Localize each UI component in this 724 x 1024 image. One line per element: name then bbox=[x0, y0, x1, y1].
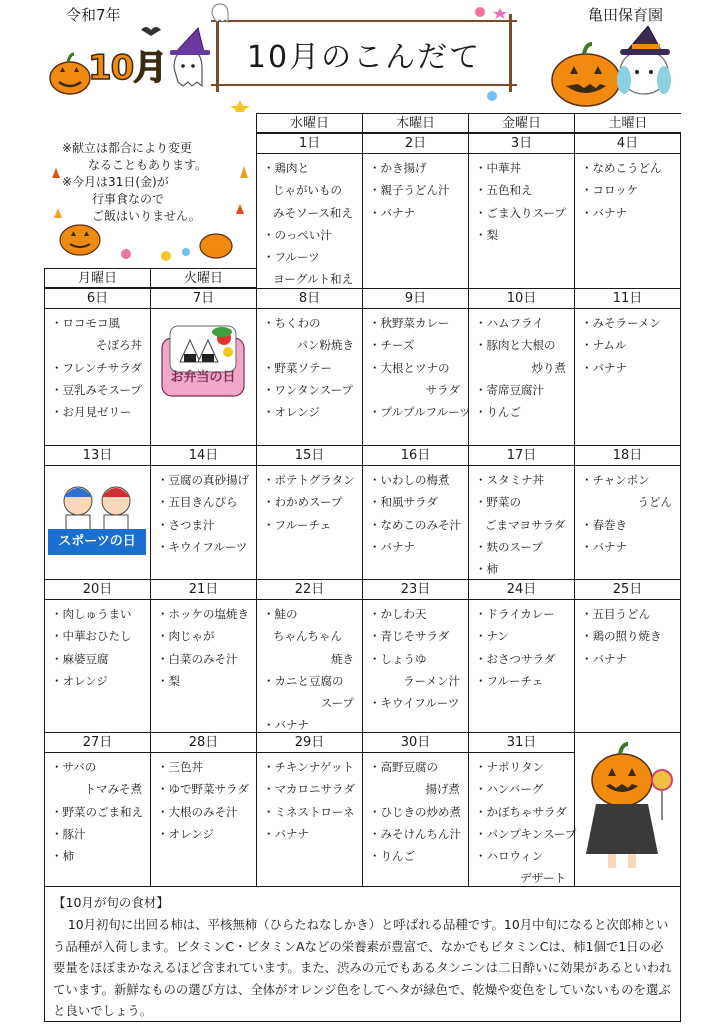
menu-cell bbox=[574, 288, 681, 445]
sports-kids-icon bbox=[48, 475, 146, 531]
menu-cell bbox=[256, 288, 362, 445]
cell-date: 20日 bbox=[45, 580, 150, 600]
menu-item: ・なめこのみそ汁 bbox=[369, 517, 461, 532]
era-label: 令和7年 bbox=[66, 6, 121, 24]
menu-cell bbox=[256, 133, 362, 288]
menu-item: ・五目うどん bbox=[581, 607, 650, 621]
menu-items bbox=[257, 600, 362, 737]
menu-item: ・チーズ bbox=[369, 338, 415, 353]
menu-items bbox=[363, 309, 471, 423]
menu-items bbox=[575, 466, 680, 558]
menu-item: ・ハムフライ bbox=[475, 316, 544, 330]
pumpkin-kid-icon bbox=[582, 740, 678, 880]
weekday-header-sat: 土曜日 bbox=[574, 113, 681, 133]
header-right-art bbox=[548, 26, 678, 110]
menu-item: みそソース和え bbox=[273, 205, 353, 220]
menu-items bbox=[575, 309, 680, 379]
menu-item: ・麸のスープ bbox=[475, 539, 543, 554]
menu-item: ・梨 bbox=[475, 227, 498, 242]
menu-item: サラダ bbox=[425, 382, 460, 397]
menu-item: ・バナナ bbox=[581, 360, 627, 375]
menu-cell bbox=[468, 732, 577, 886]
cell-date: 17日 bbox=[469, 446, 574, 466]
menu-item: ・バナナ bbox=[263, 718, 309, 733]
menu-item: ・ごま入りスープ bbox=[475, 205, 566, 220]
menu-item: ・のっぺい汁 bbox=[263, 227, 332, 242]
menu-item: ・野菜の bbox=[475, 495, 521, 510]
cell-date: 15日 bbox=[257, 446, 362, 466]
menu-item: ・白菜のみそ汁 bbox=[157, 651, 238, 666]
menu-cell bbox=[256, 732, 362, 886]
menu-item: ・ドライカレー bbox=[475, 607, 555, 621]
menu-items bbox=[257, 753, 362, 845]
cell-date: 16日 bbox=[363, 446, 468, 466]
cell-date: 11日 bbox=[575, 289, 680, 309]
menu-calendar bbox=[44, 113, 681, 886]
menu-item: ・みそラーメン bbox=[581, 316, 661, 330]
menu-items bbox=[363, 154, 468, 224]
menu-item: ・ちくわの bbox=[263, 316, 321, 330]
menu-items bbox=[363, 600, 468, 714]
menu-cell bbox=[44, 579, 150, 732]
cell-date: 8日 bbox=[257, 289, 362, 309]
menu-cell bbox=[256, 579, 362, 732]
cell-date: 4日 bbox=[575, 134, 680, 154]
menu-item: ・鶏肉と bbox=[263, 161, 309, 175]
weekday-header-mon: 月曜日 bbox=[44, 268, 150, 288]
menu-item: ・おさつサラダ bbox=[475, 651, 556, 666]
menu-item: ・オレンジ bbox=[263, 405, 320, 420]
menu-item: ・ナムル bbox=[581, 338, 627, 353]
menu-item: ・寄席豆腐汁 bbox=[475, 382, 544, 397]
menu-cell bbox=[44, 288, 150, 445]
menu-items bbox=[469, 753, 577, 890]
menu-item: ・なめこうどん bbox=[581, 161, 662, 175]
halloween-illustration bbox=[582, 740, 678, 880]
menu-items bbox=[45, 753, 150, 867]
note-line: なることもあります。 bbox=[88, 158, 208, 172]
title-decoration bbox=[200, 0, 530, 112]
cell-date: 30日 bbox=[363, 733, 468, 753]
seasonal-food-section bbox=[44, 886, 681, 1022]
bento-icon bbox=[156, 312, 250, 402]
menu-item: そぼろ丼 bbox=[96, 338, 142, 353]
menu-items bbox=[257, 466, 362, 536]
menu-items bbox=[575, 154, 680, 224]
menu-cell bbox=[150, 732, 256, 886]
menu-item: ・バナナ bbox=[581, 539, 627, 554]
cell-date: 31日 bbox=[469, 733, 574, 753]
menu-cell bbox=[574, 133, 681, 288]
menu-item: ・秋野菜カレー bbox=[369, 316, 450, 330]
school-name: 亀田保育園 bbox=[588, 6, 664, 24]
menu-items bbox=[45, 309, 150, 423]
menu-item: ・大根のみそ汁 bbox=[157, 804, 238, 819]
menu-item: ・りんご bbox=[369, 849, 415, 864]
menu-items bbox=[45, 466, 150, 469]
menu-item: 炒り煮 bbox=[531, 360, 566, 375]
menu-item: ・フルーチェ bbox=[475, 673, 544, 688]
sports-day-illustration bbox=[48, 475, 146, 565]
menu-item: ・みそけんちん汁 bbox=[369, 826, 461, 841]
month-badge: 10月 bbox=[88, 48, 167, 88]
menu-item: ・キウイフルーツ bbox=[157, 539, 248, 554]
menu-cell bbox=[362, 445, 468, 579]
menu-item: ・オレンジ bbox=[157, 826, 214, 841]
menu-cell bbox=[468, 288, 574, 445]
sports-day-label: スポーツの日 bbox=[48, 529, 146, 555]
cell-date: 24日 bbox=[469, 580, 574, 600]
witch-hat-icon bbox=[620, 26, 670, 55]
menu-item: スープ bbox=[320, 696, 354, 711]
cell-date: 13日 bbox=[45, 446, 150, 466]
menu-cell bbox=[468, 133, 574, 288]
menu-item: ・さつま汁 bbox=[157, 517, 215, 532]
menu-item: 揚げ煮 bbox=[425, 782, 460, 797]
menu-item: ・オレンジ bbox=[51, 673, 108, 688]
menu-items bbox=[469, 466, 574, 580]
cell-date: 28日 bbox=[151, 733, 256, 753]
menu-item: ・かぼちゃサラダ bbox=[475, 804, 567, 819]
menu-item: ・豚汁 bbox=[51, 826, 86, 841]
menu-item: ・サバの bbox=[51, 760, 97, 774]
menu-cell bbox=[362, 732, 468, 886]
menu-item: トマみそ煮 bbox=[84, 782, 142, 797]
menu-item: ・青じそサラダ bbox=[369, 629, 450, 644]
menu-item: ・コロッケ bbox=[581, 183, 639, 198]
menu-item: ・フルーツ bbox=[263, 250, 320, 265]
menu-items bbox=[469, 154, 574, 246]
menu-item: ・いわしの梅煮 bbox=[369, 473, 450, 487]
cell-date: 1日 bbox=[257, 134, 362, 154]
weekday-header-thu: 木曜日 bbox=[362, 113, 468, 133]
menu-items bbox=[469, 600, 574, 692]
menu-cell bbox=[468, 579, 574, 732]
menu-item: ・鶏の照り焼き bbox=[581, 629, 662, 644]
menu-item: デザート bbox=[520, 871, 566, 886]
menu-item: ・五目きんぴら bbox=[157, 495, 238, 510]
menu-item: ・野菜のごま和え bbox=[51, 804, 143, 819]
menu-item: パン粉焼き bbox=[296, 338, 354, 353]
menu-cell bbox=[362, 133, 468, 288]
menu-items bbox=[257, 154, 362, 291]
menu-item: ごまマヨサラダ bbox=[485, 517, 566, 532]
menu-item: ・親子うどん汁 bbox=[369, 183, 450, 198]
menu-cell bbox=[468, 445, 574, 579]
menu-item: ・キウイフルーツ bbox=[369, 696, 460, 711]
cell-date: 9日 bbox=[363, 289, 468, 309]
menu-item: ・ハンバーグ bbox=[475, 782, 544, 797]
menu-item: ・豆腐の真砂揚げ bbox=[157, 473, 249, 487]
menu-item: ・かしわ天 bbox=[369, 607, 427, 621]
weekday-header-tue: 火曜日 bbox=[150, 268, 256, 288]
menu-item: ・梨 bbox=[157, 673, 180, 688]
menu-item: ・お月見ゼリー bbox=[51, 405, 132, 420]
menu-items bbox=[151, 753, 256, 845]
weekday-header-wed: 水曜日 bbox=[256, 113, 362, 133]
menu-item: ・ハロウィン bbox=[475, 849, 544, 864]
menu-item: ・豚肉と大根の bbox=[475, 338, 556, 353]
cell-date: 10日 bbox=[469, 289, 574, 309]
menu-items bbox=[575, 600, 680, 670]
menu-item: ・大根とツナの bbox=[369, 360, 450, 375]
menu-items bbox=[45, 600, 150, 692]
menu-item: ・ワンタンスープ bbox=[263, 382, 354, 397]
menu-item: ・フルーチェ bbox=[263, 517, 332, 532]
menu-item: ・春巻き bbox=[581, 517, 627, 532]
menu-items bbox=[151, 600, 256, 692]
menu-item: ・肉しゅうまい bbox=[51, 607, 132, 621]
bat-icon bbox=[141, 27, 161, 36]
menu-items bbox=[151, 466, 256, 558]
ghost-icon bbox=[212, 4, 228, 22]
cell-date: 27日 bbox=[45, 733, 150, 753]
note-line: 行事食なので bbox=[92, 192, 165, 206]
menu-item: ・マカロニサラダ bbox=[263, 782, 355, 797]
menu-item: ・パンプキンスープ bbox=[475, 826, 577, 841]
menu-item: ・ポテトグラタン bbox=[263, 473, 355, 487]
menu-items bbox=[469, 309, 574, 423]
bento-illustration bbox=[156, 312, 250, 432]
menu-item: ・バナナ bbox=[581, 651, 627, 666]
menu-item: ・野菜ソテー bbox=[263, 360, 332, 375]
menu-cell bbox=[256, 445, 362, 579]
cell-date: 6日 bbox=[45, 289, 150, 309]
menu-item: じゃがいもの bbox=[273, 183, 342, 198]
menu-item: 焼き bbox=[331, 651, 354, 666]
cell-date: 2日 bbox=[363, 134, 468, 154]
seasonal-title: 【10月が旬の食材】 bbox=[53, 895, 169, 910]
menu-item: ・フレンチサラダ bbox=[51, 360, 143, 375]
menu-item: ・ロコモコ風 bbox=[51, 316, 120, 330]
menu-item: ・わかめスープ bbox=[263, 495, 343, 510]
menu-item: ・ゆで野菜サラダ bbox=[157, 782, 249, 797]
menu-item: ・ナポリタン bbox=[475, 760, 544, 774]
menu-item: ・かき揚げ bbox=[369, 161, 427, 175]
menu-cell bbox=[362, 579, 468, 732]
menu-item: ・ホッケの塩焼き bbox=[157, 607, 249, 621]
cell-date: 29日 bbox=[257, 733, 362, 753]
menu-item: ・麻婆豆腐 bbox=[51, 651, 109, 666]
menu-item: ・カニと豆腐の bbox=[263, 673, 344, 688]
menu-item: ・ひじきの炒め煮 bbox=[369, 804, 461, 819]
menu-item: ・プルプルフルーツ bbox=[369, 405, 471, 420]
menu-item: ・中華おひたし bbox=[51, 629, 132, 644]
menu-item: ・豆乳みそスープ bbox=[51, 382, 142, 397]
star-icon bbox=[230, 8, 507, 112]
cell-date: 23日 bbox=[363, 580, 468, 600]
ghost-icon bbox=[174, 50, 202, 86]
pumpkin-icon bbox=[552, 44, 620, 106]
pumpkin-icon bbox=[50, 54, 90, 94]
menu-cell bbox=[44, 732, 150, 886]
menu-item: ・和風サラダ bbox=[369, 495, 438, 510]
note-line: ※献立は都合により変更 bbox=[62, 141, 193, 155]
menu-item: ・高野豆腐の bbox=[369, 760, 438, 774]
menu-item: ・スタミナ丼 bbox=[475, 473, 544, 487]
menu-items bbox=[363, 466, 468, 558]
menu-item: ・チャンポン bbox=[581, 473, 650, 487]
menu-item: ラーメン汁 bbox=[403, 673, 460, 688]
menu-item: ・三色丼 bbox=[157, 760, 203, 774]
menu-item: ・柿 bbox=[475, 562, 498, 577]
cell-date: 21日 bbox=[151, 580, 256, 600]
candy-icon bbox=[475, 7, 497, 101]
menu-item: ちゃんちゃん bbox=[273, 629, 342, 644]
menu-item: ・チキンナゲット bbox=[263, 760, 354, 774]
menu-item: ・しょうゆ bbox=[369, 651, 427, 666]
seasonal-body: 10月初旬に出回る柿は、平核無柿（ひらたねなしかき）と呼ばれる品種です。10月中旬になると次郎柿という品種が入荷します。ビタミンC・ビタミンAなどの栄養素が豊富で、なかでもビタミンCは、柿1個で1日の必要量をほぼまかなえるほど含まれています。また、渋みの元でもあるタンニンは二日酔いに効果があるといわれています。新鮮なものの選び方は、全体がオレンジ色をしてヘタが緑色で、乾燥や変色をしていないものを選ぶと良いでしょう。 bbox=[53, 917, 672, 1018]
menu-item: ・バナナ bbox=[581, 205, 627, 220]
cell-date: 7日 bbox=[151, 289, 256, 309]
menu-cell bbox=[574, 445, 681, 579]
dog-character-icon bbox=[617, 50, 671, 94]
menu-item: うどん bbox=[637, 495, 672, 510]
cell-date: 25日 bbox=[575, 580, 680, 600]
note-line: ご飯はいりません。 bbox=[92, 209, 201, 223]
menu-items bbox=[363, 753, 468, 867]
menu-items bbox=[257, 309, 362, 423]
cell-date: 18日 bbox=[575, 446, 680, 466]
menu-item: ・バナナ bbox=[263, 826, 309, 841]
bento-day-label: お弁当の日 bbox=[170, 370, 236, 385]
weekday-header-fri: 金曜日 bbox=[468, 113, 574, 133]
menu-item: ヨーグルト和え bbox=[273, 272, 354, 287]
menu-item: ・鮭の bbox=[263, 607, 298, 621]
menu-item: ・中華丼 bbox=[475, 161, 521, 175]
menu-cell bbox=[150, 445, 256, 579]
cell-date: 22日 bbox=[257, 580, 362, 600]
menu-item: ・ナン bbox=[475, 629, 509, 644]
note-line: ※今月は31日(金)が bbox=[62, 175, 169, 189]
cell-date: 3日 bbox=[469, 134, 574, 154]
menu-item: ・ミネストローネ bbox=[263, 804, 355, 819]
page-title: 10月のこんだて bbox=[246, 40, 482, 75]
menu-cell bbox=[150, 579, 256, 732]
menu-cell bbox=[362, 288, 471, 445]
menu-item: ・りんご bbox=[475, 405, 521, 420]
menu-cell bbox=[574, 579, 681, 732]
menu-item: ・五色和え bbox=[475, 183, 533, 198]
menu-item: ・バナナ bbox=[369, 205, 415, 220]
menu-item: ・柿 bbox=[51, 849, 74, 864]
menu-item: ・肉じゃが bbox=[157, 629, 215, 644]
cell-date: 14日 bbox=[151, 446, 256, 466]
menu-item: ・バナナ bbox=[369, 539, 415, 554]
